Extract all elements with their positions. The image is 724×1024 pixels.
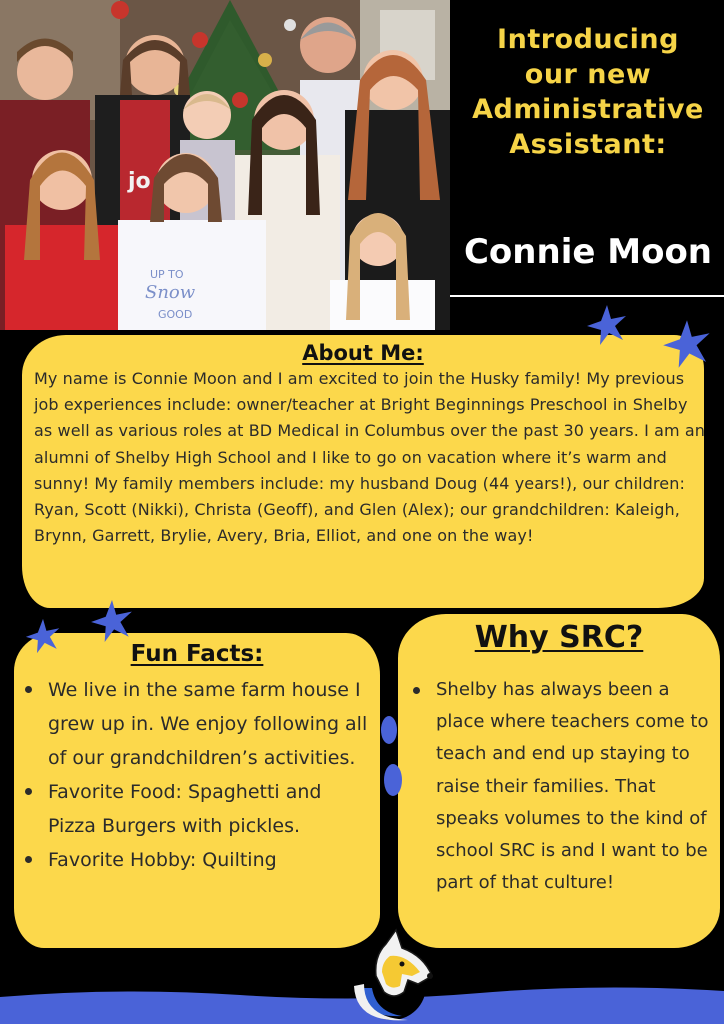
why-src-title: Why SRC? bbox=[474, 620, 644, 655]
star-icon bbox=[586, 304, 628, 346]
why-src-panel bbox=[398, 614, 720, 948]
fun-facts-panel bbox=[14, 633, 380, 948]
decorative-dot bbox=[381, 716, 397, 744]
list-item: We live in the same farm house I grew up in. We enjoy following all of our grandchildren’s activities. bbox=[23, 673, 373, 775]
about-title: About Me: bbox=[302, 341, 424, 365]
about-body: My name is Connie Moon and I am excited to join the Husky family! My previous job experiences include: owner/teacher at Bright Beginnings Preschool in Shelby as well as various roles at BD Medical in Columbus over the past 30 years. I am an alumni of Shelby High School and I like to go on vacation where it’s warm and sunny! My family members include: my husband Doug (44 years!), our children: Ryan, Scott (Nikki), Christa (Geoff), and Glen (Alex); our grandchildren: Kaleigh, Brynn, Garrett, Brylie, Avery, Bria, Elliot, and one on the way! bbox=[34, 369, 706, 546]
intro-line-1: Introducing bbox=[497, 24, 679, 55]
intro-line-2: our new bbox=[524, 59, 652, 90]
star-icon bbox=[662, 318, 712, 370]
fun-facts-list bbox=[23, 673, 373, 877]
star-icon bbox=[90, 598, 134, 644]
fun-facts-title: Fun Facts: bbox=[130, 641, 264, 667]
intro-line-4: Assistant: bbox=[509, 129, 667, 160]
shirt-text-line-3: GOOD bbox=[158, 308, 193, 321]
jersey-text: jo bbox=[128, 169, 151, 194]
header-divider bbox=[450, 295, 724, 297]
person-name: Connie Moon bbox=[463, 232, 713, 272]
shirt-text-line-1: UP TO bbox=[150, 268, 184, 281]
husky-logo-icon bbox=[346, 926, 442, 1022]
star-icon bbox=[24, 618, 62, 654]
about-panel bbox=[22, 335, 704, 608]
family-photo-illustration bbox=[0, 0, 450, 330]
intro-heading bbox=[460, 22, 716, 162]
list-item: Shelby has always been a place where teachers come to teach and end up staying to raise their families. That speaks volumes to the kind of school SRC is and I want to be part of that culture! bbox=[411, 674, 716, 899]
shirt-text-line-2: Snow bbox=[145, 282, 196, 303]
intro-line-3: Administrative bbox=[472, 94, 704, 125]
list-item: Favorite Food: Spaghetti and Pizza Burgers with pickles. bbox=[23, 775, 373, 843]
family-photo bbox=[0, 0, 450, 330]
decorative-dot bbox=[384, 764, 402, 796]
why-src-list bbox=[411, 674, 716, 899]
list-item: Favorite Hobby: Quilting bbox=[23, 843, 373, 877]
